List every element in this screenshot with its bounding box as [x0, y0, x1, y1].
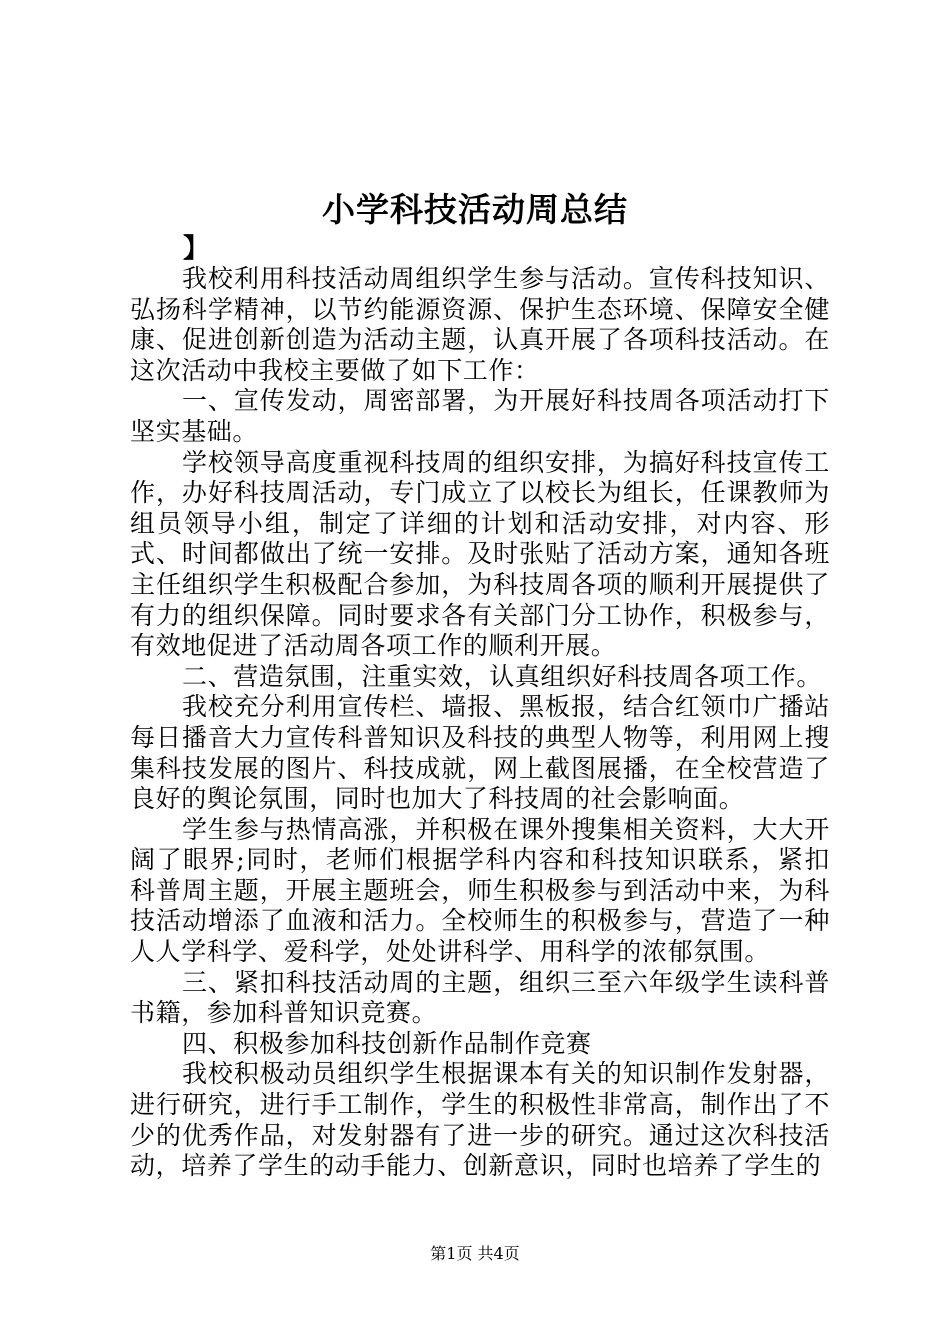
- document-title: 小学科技活动周总结: [322, 190, 628, 229]
- paragraph-section-2a: 我校充分利用宣传栏、墙报、黑板报，结合红领巾广播站每日播音大力宣传科普知识及科技的典型人物等，利用网上搜集科技发展的图片、科技成就，网上截图展播，在全校营造了良好的舆论氛围，同时也加大了科技周的社会影响面。: [130, 692, 830, 814]
- bracket-mark: 】: [183, 234, 210, 264]
- heading-section-3: 三、紧扣科技活动周的主题，组织三至六年级学生读科普书籍，参加科普知识竞赛。: [130, 967, 830, 1028]
- document-body: [130, 264, 830, 1182]
- page-footer: 第1页 共4页: [430, 1244, 520, 1263]
- paragraph-section-4: 我校积极动员组织学生根据课本有关的知识制作发射器，进行研究，进行手工制作，学生的积极性非常高，制作出了不少的优秀作品，对发射器有了进一步的研究。通过这次科技活动，培养了学生的动手能力、创新意识，同时也培养了学生的: [130, 1059, 830, 1181]
- heading-section-2: 二、营造氛围，注重实效，认真组织好科技周各项工作。: [182, 661, 823, 691]
- paragraph-section-1: 学校领导高度重视科技周的组织安排，为搞好科技宣传工作，办好科技周活动，专门成立了以校长为组长，任课教师为组员领导小组，制定了详细的计划和活动安排，对内容、形式、时间都做出了统一安排。及时张贴了活动方案，通知各班主任组织学生积极配合参加，为科技周各项的顺利开展提供了有力的组织保障。同时要求各有关部门分工协作，积极参与，有效地促进了活动周各项工作的顺利开展。: [130, 447, 830, 661]
- heading-section-4: 四、积极参加科技创新作品制作竞赛: [182, 1028, 592, 1058]
- heading-section-1: 一、宣传发动，周密部署，为开展好科技周各项活动打下坚实基础。: [130, 386, 830, 446]
- paragraph-section-2b: 学生参与热情高涨，并积极在课外搜集相关资料，大大开阔了眼界;同时，老师们根据学科内容和科技知识联系，紧扣科普周主题，开展主题班会，师生积极参与到活动中来，为科技活动增添了血液和活力。全校师生的积极参与，营造了一种人人学科学、爱科学，处处讲科学、用科学的浓郁氛围。: [130, 814, 830, 967]
- paragraph-intro: 我校利用科技活动周组织学生参与活动。宣传科技知识、弘扬科学精神，以节约能源资源、保护生态环境、保障安全健康、促进创新创造为活动主题，认真开展了各项科技活动。在这次活动中我校主要做了如下工作：: [130, 264, 830, 385]
